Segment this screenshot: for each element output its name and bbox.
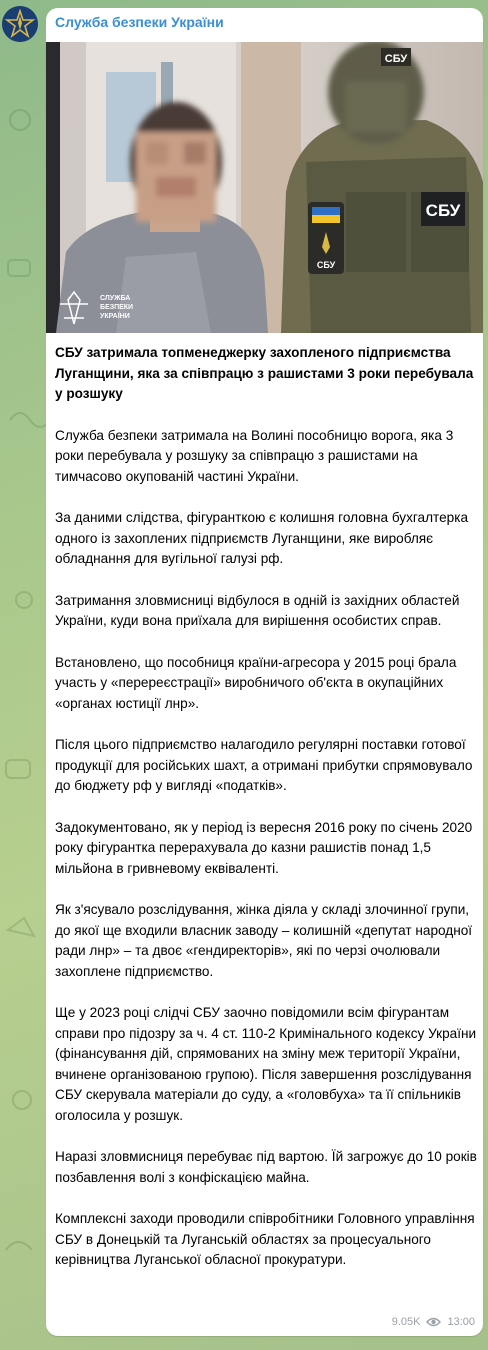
sleeve-patch: СБУ	[316, 260, 336, 270]
eye-icon	[426, 1317, 441, 1327]
message-bubble	[46, 8, 483, 1336]
watermark-line-1: СЛУЖБА	[100, 295, 131, 302]
post-paragraph: Наразі зловмисниця перебуває під вартою. Їй загрожує до 10 років позбавлення волі з конфіскацією майна.	[55, 1149, 477, 1185]
post-paragraph: Комплексні заходи проводили співробітники Головного управління СБУ в Донецькій та Луганській областях за процесуального керівництва Луганської обласної прокуратури.	[55, 1211, 475, 1267]
message-time: 13:00	[447, 1316, 475, 1328]
post-headline: СБУ затримала топменеджерку захопленого підприємства Луганщини, яка за співпрацю з рашистами 3 роки перебувала у розшуку	[55, 345, 474, 401]
channel-name[interactable]: Служба безпеки України	[55, 14, 224, 30]
photo-illustration	[46, 42, 483, 333]
post-paragraph: За даними слідства, фігуранткою є колишня головна бухгалтерка одного із захоплених підприємств Луганщини, яке виробляє обладнання для вугільної галузі рф.	[55, 510, 469, 566]
post-paragraph: Ще у 2023 році слідчі СБУ заочно повідомили всім фігурантам справи про підозру за ч. 4 ст. 110-2 Кримінального кодексу України (фінансування дій, спрямованих на зміну меж території України, вчинене організованою групою). Після завершення розслідування СБУ скерувала матеріали до суду, а «головбуха» та її спільників оголосила у розшук.	[55, 1005, 477, 1123]
view-count: 9.05K	[391, 1316, 421, 1328]
channel-avatar[interactable]	[2, 6, 38, 42]
post-text	[55, 343, 477, 1292]
post-paragraph: Задокументовано, як у період із вересня 2016 року по січень 2020 року фігурантка перерахувала до казни рашистів понад 1,5 мільйона в гривневому еквіваленті.	[55, 819, 473, 876]
post-paragraph: Служба безпеки затримала на Волині пособницю ворога, яка 3 роки перебувала у розшуку за співпрацю з рашистами на тимчасово окупованій частині України.	[55, 427, 454, 484]
post-paragraph: Встановлено, що пособниця країни-агресора у 2015 році брала участь у «перереєстрації» виробничого об'єкта в окупаційних «органах юстиції лнр».	[55, 654, 457, 711]
watermark-line-2: БЕЗПЕКИ	[100, 304, 134, 311]
post-paragraph: Після цього підприємство налагодило регулярні поставки готової продукції для російських шахт, а отримані прибутки спрямовувало до бюджету рф у вигляді «податків».	[55, 737, 473, 793]
watermark-line-3: УКРАЇНИ	[100, 313, 130, 320]
post-photo[interactable]	[46, 42, 483, 333]
vest-patch: СБУ	[425, 201, 461, 220]
message-meta	[392, 1314, 475, 1330]
sbu-emblem-icon	[2, 6, 38, 42]
helmet-patch: СБУ	[384, 53, 408, 65]
post-paragraph: Затримання зловмисниці відбулося в одній із західних областей України, куди вона приїхала для вирішення особистих справ.	[55, 592, 460, 628]
post-paragraph: Як з'ясувало розслідування, жінка діяла у складі злочинної групи, до якої ще входили власник заводу – колишній «депутат народної ради лнр» – та двоє «гендиректорів», які по черзі очолювали захоплене підприємство.	[55, 902, 473, 979]
